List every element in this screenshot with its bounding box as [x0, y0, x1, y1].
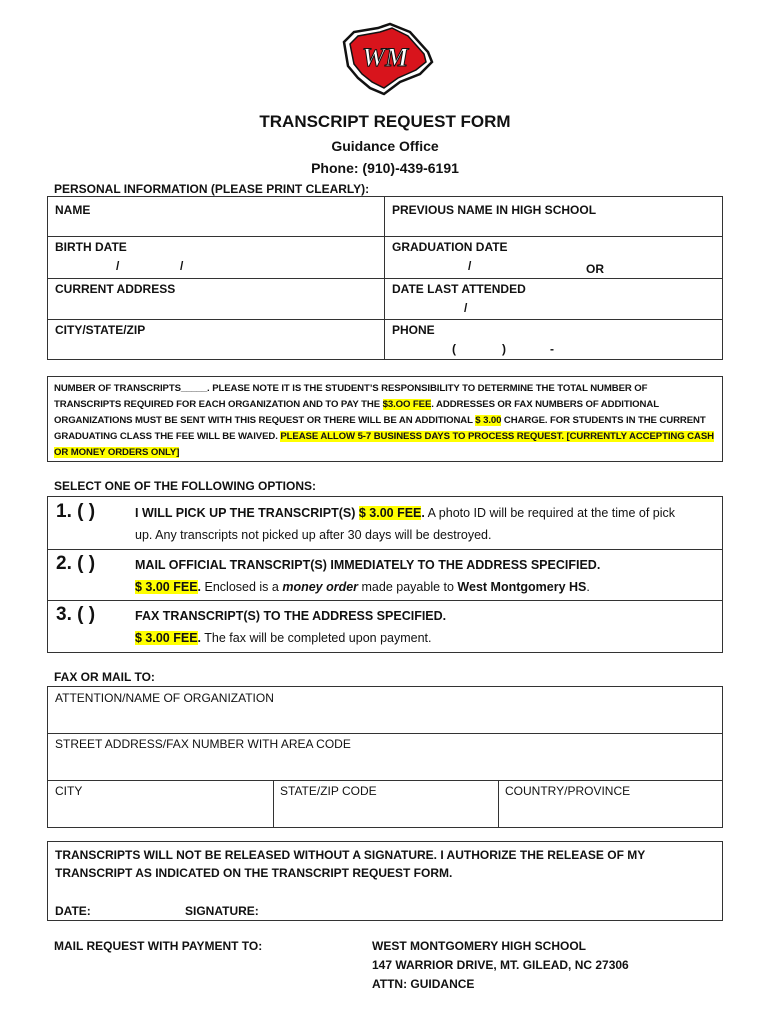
signature-label: SIGNATURE: [185, 904, 259, 918]
office-name: Guidance Office [331, 138, 439, 154]
street-label: STREET ADDRESS/FAX NUMBER WITH AREA CODE [55, 737, 351, 751]
attention-label: ATTENTION/NAME OF ORGANIZATION [55, 691, 274, 705]
signature-box [47, 841, 723, 921]
option-1-checkbox[interactable]: 1. ( ) [56, 501, 96, 522]
phone-label: PHONE [392, 323, 435, 337]
fee-highlight: $3.OO FEE [382, 399, 432, 410]
option-1-text: I WILL PICK UP THE TRANSCRIPT(S) $ 3.00 FEE. A photo ID will be required at the time of pick up. Any transcripts not picked up after 30 days will be destroyed. [135, 506, 676, 542]
notice-box [47, 376, 723, 462]
office-phone: Phone: (910)-439-6191 [311, 160, 459, 176]
attention-input[interactable] [55, 709, 719, 731]
date-label: DATE: [55, 904, 91, 918]
option-2-text: MAIL OFFICIAL TRANSCRIPT(S) IMMEDIATELY TO THE ADDRESS SPECIFIED. $ 3.00 FEE. Enclosed is a money order made payable to West Montgomery HS. [135, 558, 601, 594]
birth-date-slash-2: / [180, 259, 184, 273]
previous-name-label: PREVIOUS NAME IN HIGH SCHOOL [392, 203, 597, 217]
fax-mail-table [47, 686, 723, 828]
signature-notice-line1: TRANSCRIPTS WILL NOT BE RELEASED WITHOUT A SIGNATURE. I AUTHORIZE THE RELEASE OF MY [55, 848, 646, 862]
graduation-date-slash: / [468, 259, 472, 273]
state-zip-label: STATE/ZIP CODE [280, 784, 377, 798]
additional-fee-highlight: $ 3.00 [475, 415, 502, 426]
birth-date-label: BIRTH DATE [55, 240, 127, 254]
notice-text: NUMBER OF TRANSCRIPTS_____. PLEASE NOTE IT IS THE STUDENT’S RESPONSIBILITY TO DETERMINE THE TOTAL NUMBER OF TRANSCRIPTS REQUIRED FOR EACH ORGANIZATION AND TO PAY THE $3.OO FEE. ADDRESSES OR FAX NUMBERS OF ADDITIONAL ORGANIZATIONS MUST BE SENT WITH THIS REQUEST OR THERE WILL BE AN ADDITIONAL $ 3.00 CHARGE. FOR STUDENTS IN THE CURRENT GRADUATING CLASS THE FEE WILL BE WAIVED. PLEASE ALLOW 5-7 BUSINESS DAYS TO PROCESS REQUEST. [CURRENTLY ACCEPTING CASH OR MONEY ORDERS ONLY] [54, 383, 714, 458]
school-street: 147 WARRIOR DRIVE, MT. GILEAD, NC 27306 [372, 958, 629, 972]
signature-notice-line2: TRANSCRIPT AS INDICATED ON THE TRANSCRIPT REQUEST FORM. [55, 866, 453, 880]
form-title: TRANSCRIPT REQUEST FORM [259, 112, 511, 131]
phone-close-paren: ) [502, 342, 506, 356]
school-attn: ATTN: GUIDANCE [372, 977, 475, 991]
name-label: NAME [55, 203, 91, 217]
option-2-checkbox[interactable]: 2. ( ) [56, 553, 96, 574]
school-name: WEST MONTGOMERY HIGH SCHOOL [372, 939, 587, 953]
city-label: CITY [55, 784, 83, 798]
graduation-date-label: GRADUATION DATE [392, 240, 508, 254]
options-heading: SELECT ONE OF THE FOLLOWING OPTIONS: [54, 479, 316, 493]
processing-time-highlight: PLEASE ALLOW 5-7 BUSINESS DAYS TO PROCESS REQUEST. [CURRENTLY ACCEPTING CASH OR MONEY ORDERS ONLY] [54, 431, 714, 458]
phone-dash: - [550, 342, 554, 356]
option-2-fee: $ 3.00 FEE [135, 580, 198, 594]
option-1-fee: $ 3.00 FEE [358, 506, 422, 520]
option-3-fee: $ 3.00 FEE [135, 631, 198, 645]
date-last-attended-label: DATE LAST ATTENDED [392, 282, 526, 296]
options-table [47, 496, 723, 653]
logo-letters: WM [362, 43, 409, 72]
birth-date-slash-1: / [116, 259, 120, 273]
mail-request-label: MAIL REQUEST WITH PAYMENT TO: [54, 939, 263, 953]
country-label: COUNTRY/PROVINCE [505, 784, 631, 798]
option-3-checkbox[interactable]: 3. ( ) [56, 604, 96, 625]
current-address-label: CURRENT ADDRESS [55, 282, 176, 296]
option-3-text: FAX TRANSCRIPT(S) TO THE ADDRESS SPECIFIED. $ 3.00 FEE. The fax will be completed upon payment. [135, 609, 447, 645]
personal-info-table [47, 196, 723, 360]
school-logo [340, 22, 434, 98]
phone-open-paren: ( [452, 342, 456, 356]
city-state-zip-label: CITY/STATE/ZIP [55, 323, 146, 337]
fax-mail-heading: FAX OR MAIL TO: [54, 670, 155, 684]
personal-info-heading: PERSONAL INFORMATION (PLEASE PRINT CLEARLY): [54, 182, 370, 196]
last-attended-slash: / [464, 301, 468, 315]
or-label: OR [586, 262, 604, 276]
street-input[interactable] [55, 755, 719, 777]
